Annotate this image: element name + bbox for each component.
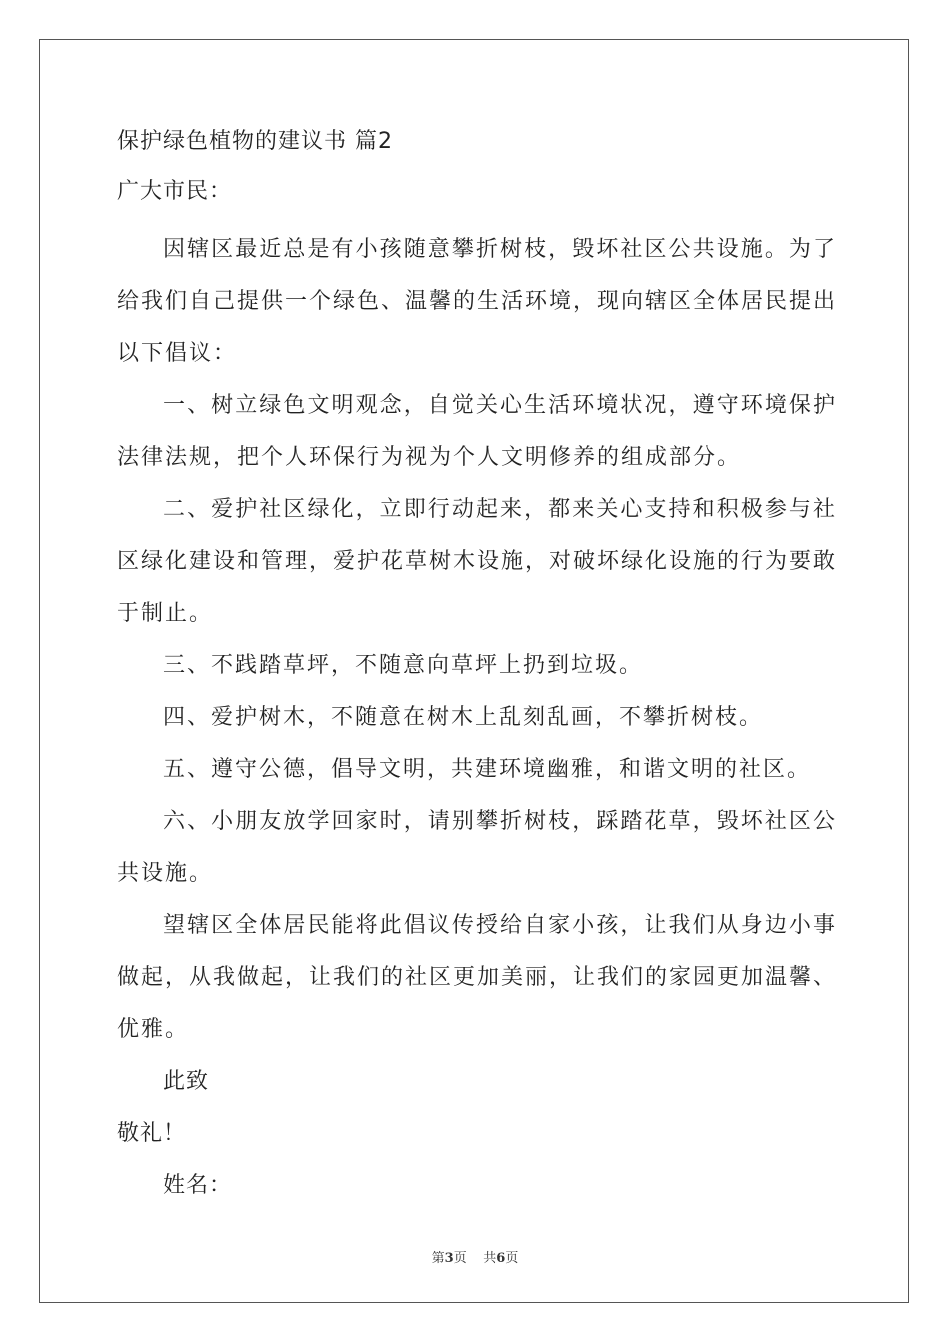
page-total: 6 xyxy=(496,1251,506,1266)
document-title: 保护绿色植物的建议书 篇2 xyxy=(117,129,393,154)
paragraph-item-3: 三、不践踏草坪，不随意向草坪上扔到垃圾。 xyxy=(163,653,644,678)
salutation: 广大市民： xyxy=(117,179,233,204)
paragraph-item-6: 六、小朋友放学回家时，请别攀折树枝，踩踏花草，毁坏社区公共设施。 xyxy=(117,809,837,886)
paragraph-intro: 因辖区最近总是有小孩随意攀折树枝，毁坏社区公共设施。为了给我们自己提供一个绿色、温馨的生活环境，现向辖区全体居民提出以下倡议： xyxy=(117,237,838,366)
signature-label: 姓名： xyxy=(163,1173,233,1198)
paragraph-item-1: 一、树立绿色文明观念，自觉关心生活环境状况，遵守环境保护法律法规，把个人环保行为视为个人文明修养的组成部分。 xyxy=(117,393,837,470)
page-footer xyxy=(0,1247,950,1266)
total-prefix: 共 xyxy=(483,1251,497,1266)
paragraph-item-5: 五、遵守公德，倡导文明，共建环境幽雅，和谐文明的社区。 xyxy=(163,757,812,782)
paragraph-conclusion: 望辖区全体居民能将此倡议传授给自家小孩，让我们从身边小事做起，从我做起，让我们的社区更加美丽，让我们的家园更加温馨、优雅。 xyxy=(117,913,838,1042)
page-suffix: 页 xyxy=(453,1251,467,1266)
closing-salute: 敬礼！ xyxy=(117,1121,187,1146)
paragraph-item-2: 二、爱护社区绿化，立即行动起来，都来关心支持和积极参与社区绿化建设和管理，爱护花草树木设施，对破坏绿化设施的行为要敢于制止。 xyxy=(117,497,838,626)
closing-greeting: 此致 xyxy=(163,1069,210,1094)
page-prefix: 第 xyxy=(431,1251,445,1266)
document-body xyxy=(117,126,837,1212)
paragraph-item-4: 四、爱护树木，不随意在树木上乱刻乱画，不攀折树枝。 xyxy=(163,705,764,730)
page-number: 3 xyxy=(444,1251,454,1266)
total-suffix: 页 xyxy=(505,1251,519,1266)
